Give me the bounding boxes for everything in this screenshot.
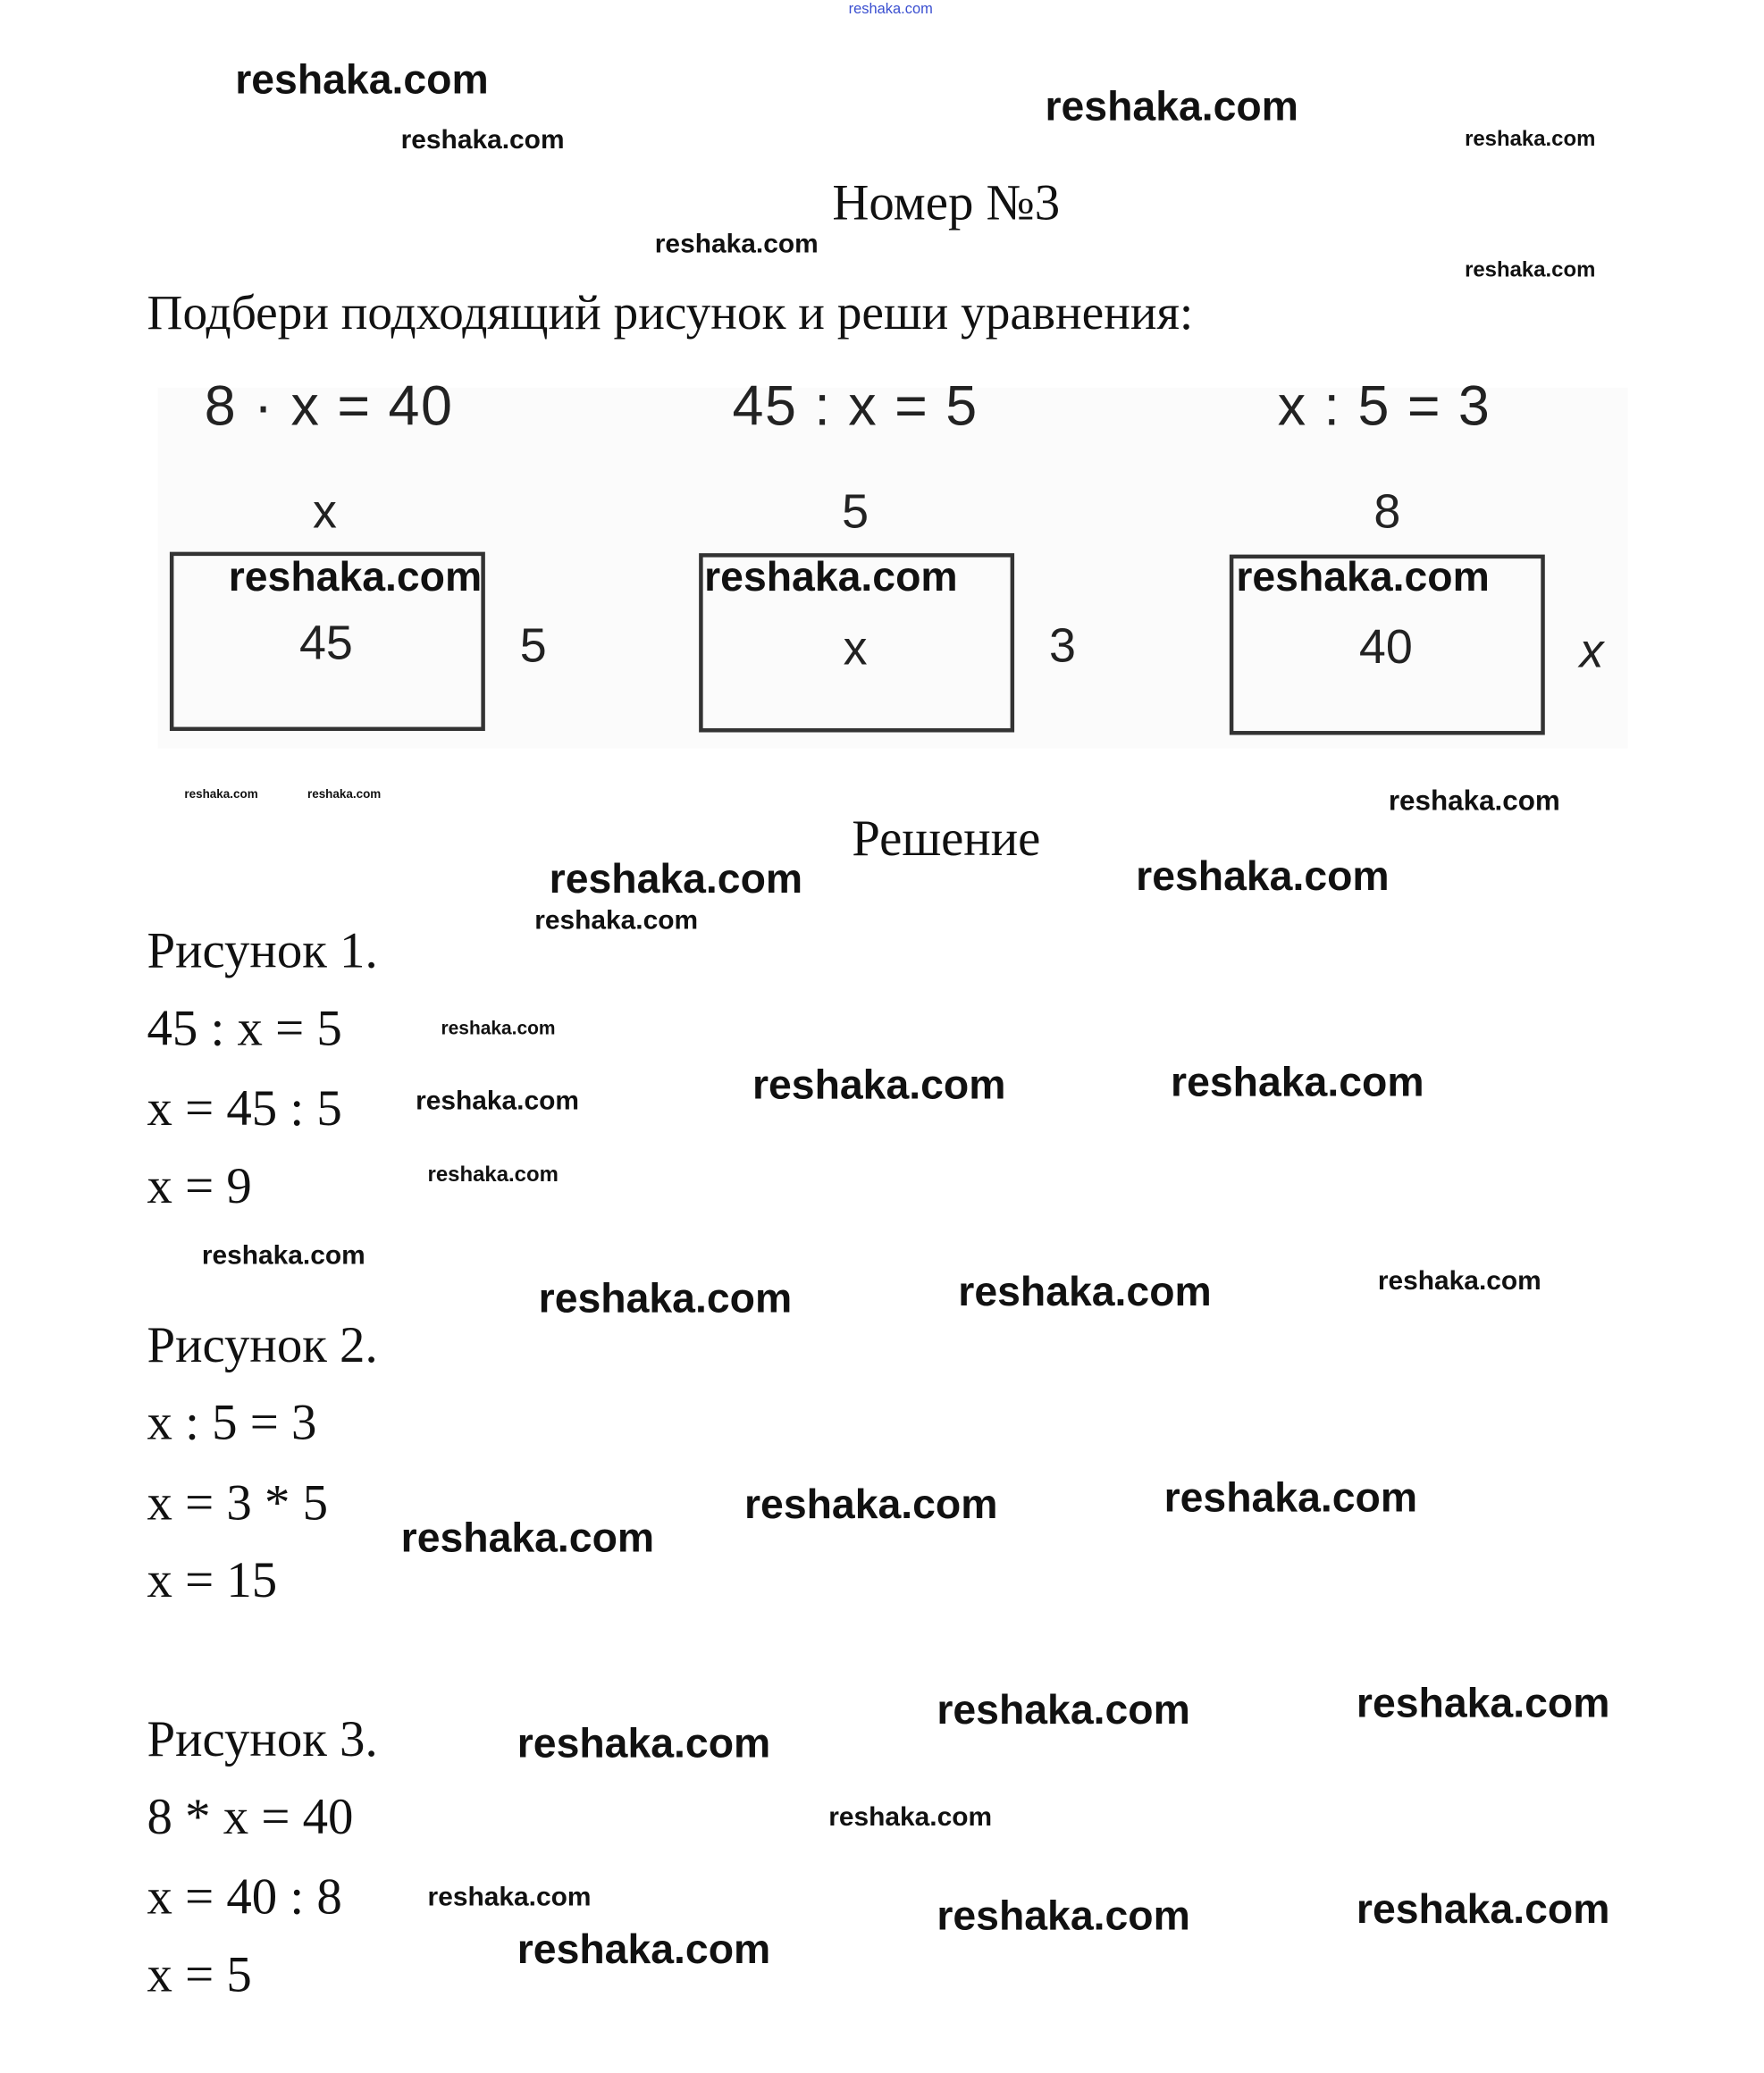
rect-3-top-label: 8 [1373,483,1401,539]
solution-1-title: Рисунок 1. [147,923,378,980]
rect-3-inside-label: 40 [1358,618,1413,674]
solution-heading: Решение [852,810,1041,868]
solution-2-line: x = 3 * 5 [147,1475,329,1532]
watermark: reshaka.com [441,1017,556,1039]
rect-1-side-label: 5 [519,617,547,673]
solution-2-title: Рисунок 2. [147,1317,378,1374]
watermark: reshaka.com [1236,553,1490,600]
watermark: reshaka.com [1377,1266,1541,1297]
watermark: reshaka.com [752,1061,1006,1108]
watermark: reshaka.com [958,1268,1212,1315]
watermark: reshaka.com [427,1163,559,1188]
watermark: reshaka.com [1163,1473,1418,1521]
watermark: reshaka.com [1356,1679,1610,1727]
watermark: reshaka.com [228,553,483,600]
equation-3: x : 5 = 3 [1277,373,1491,438]
watermark: reshaka.com [1388,786,1560,818]
solution-3-line: x = 40 : 8 [147,1869,342,1926]
watermark: reshaka.com [743,1480,998,1528]
watermark: reshaka.com [937,1892,1190,1939]
rect-2-top-label: 5 [842,483,869,539]
rect-3-side-label: x [1579,622,1604,678]
watermark: reshaka.com [704,553,958,600]
watermark: reshaka.com [201,1241,365,1271]
solution-1-line: x = 45 : 5 [147,1080,342,1137]
solution-3-line: x = 5 [147,1946,252,2003]
watermark: reshaka.com [1136,852,1390,900]
rect-2-inside-label: x [843,619,868,676]
rect-2-side-label: 3 [1048,617,1076,673]
watermark: reshaka.com [307,786,382,801]
watermark: reshaka.com [1171,1058,1424,1105]
equation-2: 45 : x = 5 [732,373,979,438]
solution-3-line: 8 * x = 40 [147,1789,354,1846]
watermark: reshaka.com [517,1719,771,1767]
watermark: reshaka.com [517,1925,771,1973]
solution-2-line: x = 15 [147,1552,278,1609]
watermark: reshaka.com [1045,82,1298,130]
solution-1-line: 45 : x = 5 [147,1001,342,1057]
watermark: reshaka.com [1465,259,1596,282]
page-title: Номер №3 [832,174,1061,231]
watermark: reshaka.com [538,1274,793,1322]
rect-1-inside-label: 45 [298,614,353,670]
watermark: reshaka.com [400,125,565,155]
solution-3-title: Рисунок 3. [147,1711,378,1768]
watermark: reshaka.com [848,1,933,18]
watermark: reshaka.com [184,786,258,801]
watermark: reshaka.com [654,230,819,260]
watermark: reshaka.com [416,1086,579,1116]
watermark: reshaka.com [427,1883,592,1913]
watermark: reshaka.com [549,855,803,902]
watermark: reshaka.com [828,1802,993,1833]
watermark: reshaka.com [937,1686,1190,1733]
watermark: reshaka.com [534,905,699,936]
watermark: reshaka.com [1356,1885,1610,1933]
task-text: Подбери подходящий рисунок и реши уравнения: [147,286,1194,341]
solution-2-line: x : 5 = 3 [147,1395,317,1452]
watermark: reshaka.com [235,55,489,104]
watermark: reshaka.com [400,1514,655,1561]
equation-1: 8 · x = 40 [204,373,454,438]
rect-1-top-label: x [312,483,337,539]
watermark: reshaka.com [1465,128,1596,152]
solution-1-line: x = 9 [147,1158,252,1215]
